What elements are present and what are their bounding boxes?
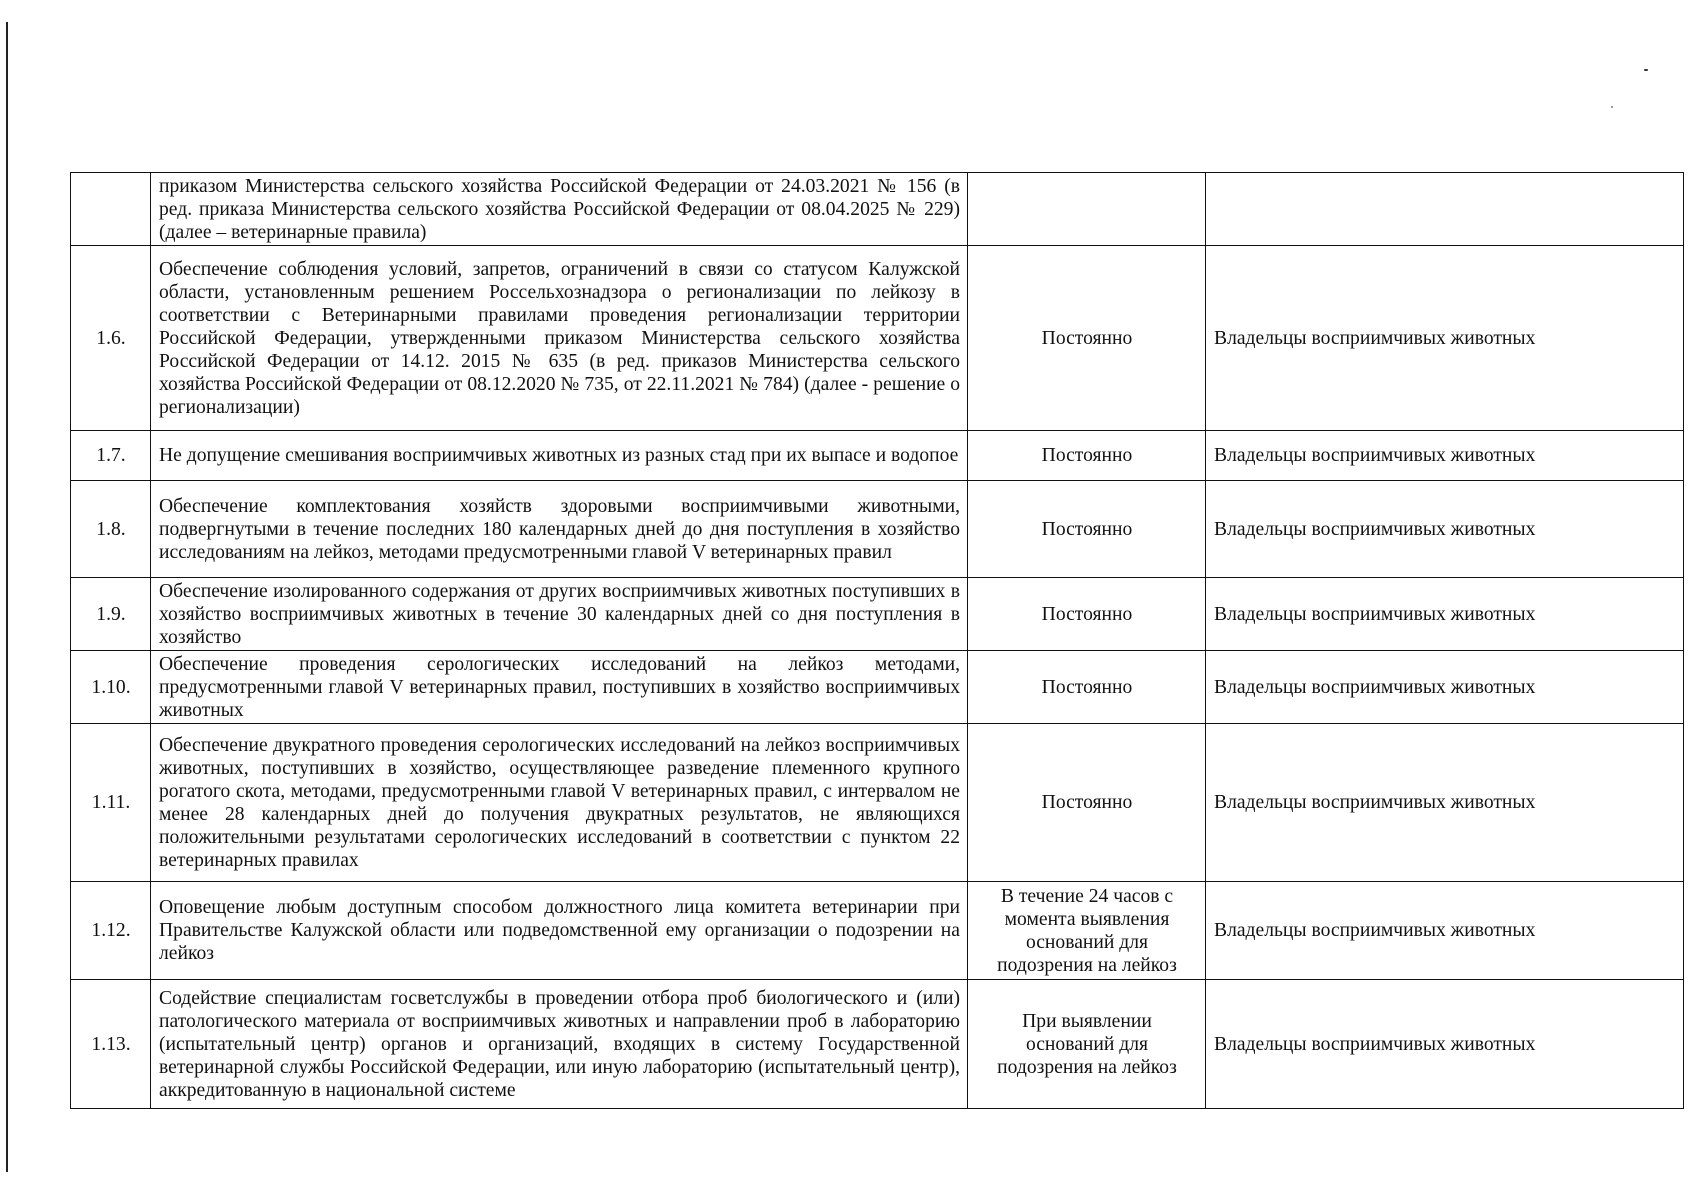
table-row	[71, 173, 1684, 246]
responsible-cell: Владельцы восприимчивых животных	[1206, 980, 1684, 1109]
row-number: 1.7.	[71, 431, 151, 481]
table-row	[71, 431, 1684, 481]
row-number: 1.10.	[71, 651, 151, 724]
measure-text: Не допущение смешивания восприимчивых животных из разных стад при их выпасе и водопое	[151, 431, 968, 481]
term-cell: При выявлении оснований для подозрения на лейкоз	[968, 980, 1206, 1109]
table-row	[71, 578, 1684, 651]
measure-text: Содействие специалистам госветслужбы в проведении отбора проб биологического и (или) патологического материала от восприимчивых животных и направлении проб в лабораторию (испытательный центр) органов и организаций, входящих в систему Государственной ветеринарной службы Российской Федерации, или иную лабораторию (испытательный центр), аккредитованную в национальной системе	[151, 980, 968, 1109]
term-cell: В течение 24 часов с момента выявления оснований для подозрения на лейкоз	[968, 882, 1206, 980]
table-row	[71, 724, 1684, 882]
row-number	[71, 173, 151, 246]
term-cell	[968, 173, 1206, 246]
responsible-cell: Владельцы восприимчивых животных	[1206, 882, 1684, 980]
row-number: 1.6.	[71, 246, 151, 431]
responsible-cell: Владельцы восприимчивых животных	[1206, 431, 1684, 481]
table-row	[71, 651, 1684, 724]
measure-text: Оповещение любым доступным способом должностного лица комитета ветеринарии при Правительстве Калужской области или подведомственной ему организации о подозрении на лейкоз	[151, 882, 968, 980]
page-scan-edge	[6, 22, 8, 1172]
row-number: 1.9.	[71, 578, 151, 651]
responsible-cell: Владельцы восприимчивых животных	[1206, 246, 1684, 431]
term-cell: Постоянно	[968, 724, 1206, 882]
scan-speck	[1611, 106, 1613, 108]
term-cell: Постоянно	[968, 481, 1206, 578]
table-row	[71, 980, 1684, 1109]
measure-text: Обеспечение изолированного содержания от других восприимчивых животных поступивших в хозяйство восприимчивых животных в течение 30 календарных дней со дня поступления в хозяйство	[151, 578, 968, 651]
table-row	[71, 481, 1684, 578]
row-number: 1.12.	[71, 882, 151, 980]
measures-table	[70, 172, 1684, 1109]
measure-text: Обеспечение соблюдения условий, запретов, ограничений в связи со статусом Калужской области, установленным решением Россельхознадзора о регионализации по лейкозу в соответствии с Ветеринарными правилами проведения регионализации территории Российской Федерации, утвержденными приказом Министерства сельского хозяйства Российской Федерации от 14.12. 2015 № 635 (в ред. приказов Министерства сельского хозяйства Российской Федерации от 08.12.2020 № 735, от 22.11.2021 № 784) (далее - решение о регионализации)	[151, 246, 968, 431]
row-number: 1.8.	[71, 481, 151, 578]
term-cell: Постоянно	[968, 578, 1206, 651]
row-number: 1.13.	[71, 980, 151, 1109]
scan-speck	[1644, 69, 1648, 71]
responsible-cell: Владельцы восприимчивых животных	[1206, 578, 1684, 651]
term-cell: Постоянно	[968, 431, 1206, 481]
term-cell: Постоянно	[968, 651, 1206, 724]
measure-text: Обеспечение проведения серологических исследований на лейкоз методами, предусмотренными главой V ветеринарных правил, поступивших в хозяйство восприимчивых животных	[151, 651, 968, 724]
table-row	[71, 246, 1684, 431]
responsible-cell: Владельцы восприимчивых животных	[1206, 651, 1684, 724]
measure-text: приказом Министерства сельского хозяйства Российской Федерации от 24.03.2021 № 156 (в ред. приказа Министерства сельского хозяйства Российской Федерации от 08.04.2025 № 229) (далее – ветеринарные правила)	[151, 173, 968, 246]
table-row	[71, 882, 1684, 980]
measure-text: Обеспечение комплектования хозяйств здоровыми восприимчивыми животными, подвергнутыми в течение последних 180 календарных дней до дня поступления в хозяйство исследованиям на лейкоз, методами предусмотренными главой V ветеринарных правил	[151, 481, 968, 578]
responsible-cell: Владельцы восприимчивых животных	[1206, 481, 1684, 578]
row-number: 1.11.	[71, 724, 151, 882]
measure-text: Обеспечение двукратного проведения серологических исследований на лейкоз восприимчивых животных, поступивших в хозяйство, осуществляющее разведение племенного крупного рогатого скота, методами, предусмотренными главой V ветеринарных правил, с интервалом не менее 28 календарных дней до получения двукратных результатов, не являющихся положительными результатами серологических исследований в соответствии с пунктом 22 ветеринарных правилах	[151, 724, 968, 882]
term-cell: Постоянно	[968, 246, 1206, 431]
responsible-cell: Владельцы восприимчивых животных	[1206, 724, 1684, 882]
responsible-cell	[1206, 173, 1684, 246]
